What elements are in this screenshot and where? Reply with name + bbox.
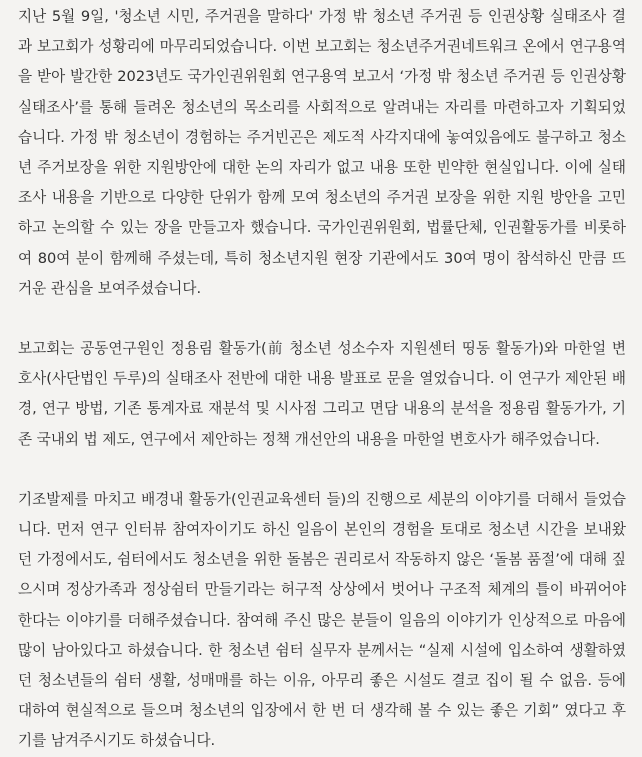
paragraph-report-session: 보고회는 공동연구원인 정용림 활동가(前 청소년 성소수자 지원센터 띵동 활동가)와 마한얼 변호사(사단법인 두루)의 실태조사 전반에 대한 내용 발표로 문을 열었습니다. 이 연구가 제안된 배경, 연구 방법, 기존 통계자료 재분석 및 시사점 그리고 면담 내용의 분석을 정용림 활동가가, 기존 국내외 법 제도, 연구에서 제안하는 정책 개선안의 내용을 마한얼 변호사가 해주었습니다. bbox=[18, 340, 626, 448]
paragraph-discussion: 기조발제를 마치고 배경내 활동가(인권교육센터 들)의 진행으로 세분의 이야기를 더해서 들었습니다. 먼저 연구 인터뷰 참여자이기도 하신 일음이 본인의 경험을 토대로 청소년 시간을 보내왔던 가정에서도, 쉼터에서도 청소년을 위한 돌봄은 권리로서 작동하지 않은 ‘돌봄 품절’에 대해 짚으시며 정상가족과 정상쉼터 만들기라는 허구적 상상에서 벗어나 구조적 체계의 틀이 바뀌어야 한다는 이야기를 더해주셨습니다. 참여해 주신 많은 분들이 일음의 이야기가 인상적으로 마음에 많이 남아있다고 하셨습니다. 한 청소년 쉼터 실무자 분께서는 “실제 시설에 입소하여 생활하였던 청소년들의 쉼터 생활, 성매매를 하는 이유, 아무리 좋은 시설도 결코 집이 될 수 없음. 등에 대하여 현실적으로 들으며 청소년의 입장에서 한 번 더 생각해 볼 수 있는 좋은 기회” 였다고 후기를 남겨주시기도 하셨습니다. bbox=[18, 490, 626, 750]
paragraph-intro: 지난 5월 9일, '청소년 시민, 주거권을 말하다' 가정 밖 청소년 주거권 등 인권상황 실태조사 결과 보고회가 성황리에 마무리되었습니다. 이번 보고회는 청소년주거권네트워크 온에서 연구용역을 받아 발간한 2023년도 국가인권위원회 연구용역 보고서 ‘가정 밖 청소년 주거권 등 인권상황 실태조사’를 통해 들려온 청소년의 목소리를 사회적으로 알려내는 자리를 마련하고자 기획되었습니다. 가정 밖 청소년이 경험하는 주거빈곤은 제도적 사각지대에 놓여있음에도 불구하고 청소년 주거보장을 위한 지원방안에 대한 논의 자리가 없고 내용 또한 빈약한 현실입니다. 이에 실태조사 내용을 기반으로 다양한 단위가 함께 모여 청소년의 주거권 보장을 위한 지원 방안을 고민하고 논의할 수 있는 장을 만들고자 했습니다. 국가인권위원회, 법률단체, 인권활동가를 비롯하여 80여 분이 함께해 주셨는데, 특히 청소년지원 현장 기관에서도 30여 명이 참석하신 만큼 뜨거운 관심을 보여주셨습니다. bbox=[18, 8, 626, 297]
